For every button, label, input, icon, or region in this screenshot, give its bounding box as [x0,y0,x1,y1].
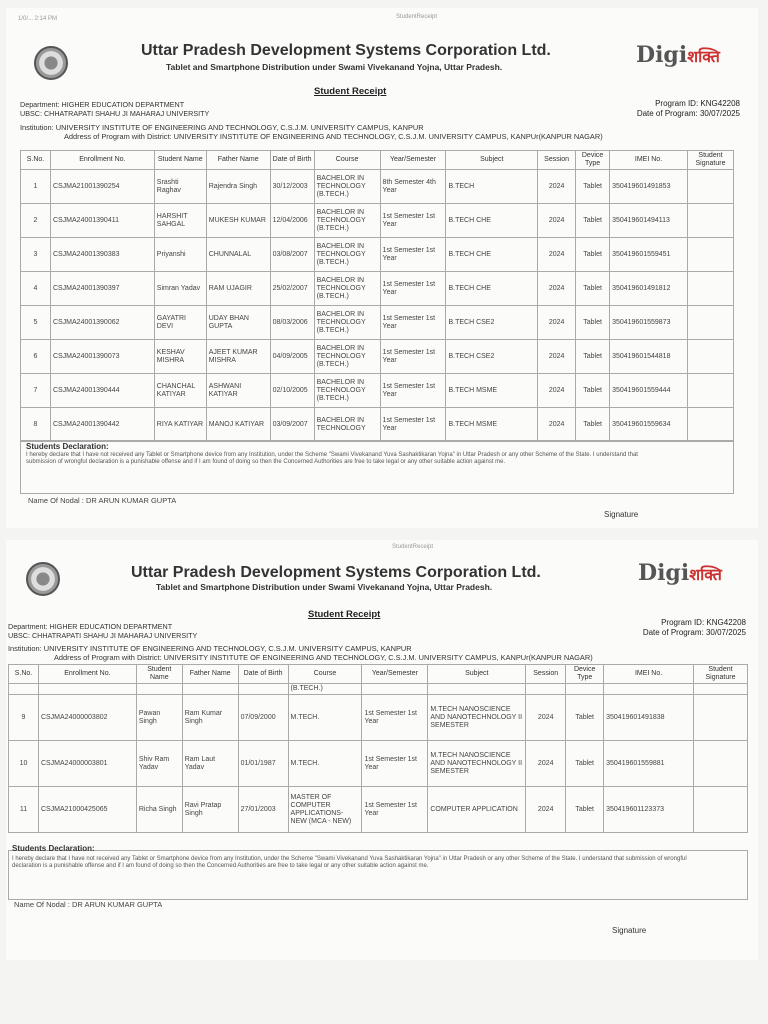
table-cell: 12/04/2006 [270,204,314,238]
table-cell: B.TECH CHE [446,204,538,238]
table-cell: 1st Semester 1st Year [380,340,446,374]
table-cell [687,340,733,374]
declaration-heading: Students Declaration: [26,442,109,451]
table-cell: M.TECH. [288,741,362,787]
table-header-row [9,665,748,684]
signature-label: Signature [612,926,647,935]
table-cell: AJEET KUMAR MISHRA [206,340,270,374]
table-cell: B.TECH CHE [446,272,538,306]
table-cell: 1st Semester 1st Year [380,204,446,238]
header-label: StudentReceipt [392,544,434,550]
table-cell: CSJMA24001390062 [50,306,154,340]
table-cell: 350419601559634 [610,408,688,442]
column-header: Course [288,665,362,684]
table-cell: Tablet [576,306,610,340]
institution: Institution: UNIVERSITY INSTITUTE OF ENGINEERING AND TECHNOLOGY, C.S.J.M. UNIVERSITY CAMPUS, KANPUR [20,123,424,132]
ubsc: UBSC: CHHATRAPATI SHAHU JI MAHARAJ UNIVERSITY [8,631,198,640]
table-row [9,695,748,741]
receipt-title: Student Receipt [308,609,381,620]
table-cell: ASHWANI KATIYAR [206,374,270,408]
table-cell: 11 [9,787,39,833]
column-header: S.No. [9,665,39,684]
table-cell: 350419601491812 [610,272,688,306]
table-cell: 350419601494113 [610,204,688,238]
table-cell: Tablet [576,170,610,204]
table-cell: MUKESH KUMAR [206,204,270,238]
table-cell: BACHELOR IN TECHNOLOGY (B.TECH.) [314,204,380,238]
table-cell: BACHELOR IN TECHNOLOGY (B.TECH.) [314,170,380,204]
declaration-box [20,440,734,494]
table-cell: 6 [21,340,51,374]
column-header: Session [526,665,566,684]
table-cell: 350419601559444 [610,374,688,408]
table-cell: 350419601491853 [610,170,688,204]
table-cell: 2024 [538,238,576,272]
table-cell: 2024 [538,408,576,442]
table-cell: B.TECH CSE2 [446,340,538,374]
table-row [21,374,734,408]
table-cell: 02/10/2005 [270,374,314,408]
students-table [8,664,748,833]
table-cell: Tablet [576,408,610,442]
declaration-text: I hereby declare that I have not received any Tablet or Smartphone device from any Institution, under the Scheme "Swami Vivekanand Yuva Sashaktikaran Yojna" in Uttar Pradesh or any other Scheme of the State. I understand that submission of wrongful declaration is a punishable offense and if I am found of doing so then the Concerned Authorities are free to take legal or any other suitable action against me. [12,856,687,869]
table-cell [694,741,748,787]
column-header: Date of Birth [270,151,314,170]
table-cell: 1 [21,170,51,204]
table-cell: 1st Semester 1st Year [380,272,446,306]
table-cell [694,695,748,741]
column-header: IMEI No. [604,665,694,684]
column-header: S.No. [21,151,51,170]
table-cell [687,374,733,408]
table-cell: 3 [21,238,51,272]
column-header: Enrollment No. [50,151,154,170]
table-cell [687,204,733,238]
table-cell: CSJMA24001390442 [50,408,154,442]
table-cell: Tablet [576,272,610,306]
table-cell: 1st Semester 1st Year [362,741,428,787]
receipt-sheet-1 [6,8,758,528]
table-cell: 01/01/1987 [238,741,288,787]
table-cell: Pawan Singh [136,695,182,741]
column-header: Father Name [182,665,238,684]
nodal-name: Name Of Nodal : DR ARUN KUMAR GUPTA [14,900,163,909]
table-cell: Tablet [566,787,604,833]
table-cell: Tablet [576,374,610,408]
table-cell: 2024 [538,306,576,340]
table-cell [687,306,733,340]
table-cell: Priyanshi [154,238,206,272]
address: Address of Program with District: UNIVERSITY INSTITUTE OF ENGINEERING AND TECHNOLOGY, C.S.J.M. UNIVERSITY CAMPUS, KANPUr(KANPUR NAGAR) [64,132,603,141]
table-cell: BACHELOR IN TECHNOLOGY [314,408,380,442]
table-cell: CHUNNALAL [206,238,270,272]
table-cell: CSJMA21000425065 [38,787,136,833]
table-cell: 4 [21,272,51,306]
table-cell: RIYA KATIYAR [154,408,206,442]
table-cell: 350419601559881 [604,741,694,787]
table-cell: 1st Semester 1st Year [380,306,446,340]
table-row [21,272,734,306]
table-cell: Ravi Pratap Singh [182,787,238,833]
table-cell: B.TECH MSME [446,408,538,442]
table-cell: Tablet [566,741,604,787]
table-cell: 04/09/2005 [270,340,314,374]
corp-name: Uttar Pradesh Development Systems Corporation Ltd. [141,42,551,59]
carry-over-course: (B.TECH.) [288,684,362,695]
table-cell: CSJMA24000003802 [38,695,136,741]
subtitle: Tablet and Smartphone Distribution under Swami Vivekanand Yojna, Uttar Pradesh. [156,582,493,592]
program-date: Date of Program: 30/07/2025 [636,109,740,118]
table-cell: UDAY BHAN GUPTA [206,306,270,340]
column-header: IMEI No. [610,151,688,170]
table-cell: 2024 [526,741,566,787]
table-cell: Tablet [576,340,610,374]
table-cell: 03/08/2007 [270,238,314,272]
table-cell: M.TECH NANOSCIENCE AND NANOTECHNOLOGY II SEMESTER [428,741,526,787]
table-cell: 5 [21,306,51,340]
up-emblem-icon [34,46,68,80]
table-cell: M.TECH. [288,695,362,741]
logo-hindi: शक्ति [687,47,720,66]
table-cell: Ram Laut Yadav [182,741,238,787]
table-cell: CSJMA21001390254 [50,170,154,204]
up-emblem-icon [26,562,60,596]
table-cell: CSJMA24001390397 [50,272,154,306]
table-cell: Shiv Ram Yadav [136,741,182,787]
column-header: Year/Semester [380,151,446,170]
nodal-name: Name Of Nodal : DR ARUN KUMAR GUPTA [28,496,177,505]
logo-text: Digi [638,560,690,586]
column-header: Subject [446,151,538,170]
column-header: Device Type [566,665,604,684]
table-row [21,204,734,238]
table-cell [687,408,733,442]
table-cell: 1st Semester 1st Year [362,695,428,741]
table-cell: 1st Semester 1st Year [380,238,446,272]
table-cell: 2024 [538,204,576,238]
print-timestamp: 1/0/... 2:14 PM [18,16,58,22]
table-cell: M.TECH NANOSCIENCE AND NANOTECHNOLOGY II SEMESTER [428,695,526,741]
table-cell: HARSHIT SAHGAL [154,204,206,238]
table-cell: Ram Kumar Singh [182,695,238,741]
table-cell: 1st Semester 1st Year [380,408,446,442]
table-cell: CSJMA24001390411 [50,204,154,238]
table-cell: BACHELOR IN TECHNOLOGY (B.TECH.) [314,340,380,374]
table-cell: CHANCHAL KATIYAR [154,374,206,408]
table-row [21,170,734,204]
table-cell: Srashti Raghav [154,170,206,204]
table-cell: 1st Semester 1st Year [362,787,428,833]
table-cell: 350419601491838 [604,695,694,741]
receipt-sheet-2 [6,540,758,960]
table-cell: RAM UJAGIR [206,272,270,306]
table-cell: CSJMA24001390383 [50,238,154,272]
table-cell: 350419601559451 [610,238,688,272]
table-row [21,340,734,374]
table-cell: BACHELOR IN TECHNOLOGY (B.TECH.) [314,238,380,272]
header-label: StudentReceipt [396,14,438,20]
table-row [21,238,734,272]
table-cell: CSJMA24001390073 [50,340,154,374]
table-row [9,787,748,833]
table-cell: Tablet [576,238,610,272]
table-cell: Richa Singh [136,787,182,833]
logo-text: Digi [636,42,688,68]
table-cell: BACHELOR IN TECHNOLOGY (B.TECH.) [314,306,380,340]
table-cell: 8th Semester 4th Year [380,170,446,204]
corp-name: Uttar Pradesh Development Systems Corporation Ltd. [131,564,541,581]
address: Address of Program with District: UNIVERSITY INSTITUTE OF ENGINEERING AND TECHNOLOGY, C.S.J.M. UNIVERSITY CAMPUS, KANPUr(KANPUR NAGAR) [54,653,593,662]
declaration-text: I hereby declare that I have not received any Tablet or Smartphone device from any Institution, under the Scheme "Swami Vivekanand Yuva Sashaktikaran Yojna" in Uttar Pradesh or any other Scheme of the State. I understand that submission of wrongful declaration is a punishable offense and if I am found of doing so then the Concerned Authorities are free to take legal or any other suitable action against me. [26,452,638,465]
table-cell: Simran Yadav [154,272,206,306]
table-cell: 07/09/2000 [238,695,288,741]
table-cell: 7 [21,374,51,408]
ubsc: UBSC: CHHATRAPATI SHAHU JI MAHARAJ UNIVERSITY [20,109,210,118]
table-row [21,306,734,340]
table-cell: 2 [21,204,51,238]
table-header-row [21,151,734,170]
digishakti-logo [636,42,720,68]
table-cell: 350419601123373 [604,787,694,833]
table-cell: Tablet [566,695,604,741]
column-header: Father Name [206,151,270,170]
table-row [21,408,734,442]
table-cell: 08/03/2006 [270,306,314,340]
program-id: Program ID: KNG42208 [655,99,740,108]
table-cell: BACHELOR IN TECHNOLOGY (B.TECH.) [314,374,380,408]
table-cell: 9 [9,695,39,741]
table-cell: 25/02/2007 [270,272,314,306]
table-row [9,741,748,787]
table-cell: MANOJ KATIYAR [206,408,270,442]
table-cell: 10 [9,741,39,787]
program-date: Date of Program: 30/07/2025 [642,628,746,637]
table-cell: 2024 [538,340,576,374]
table-cell: GAYATRI DEVI [154,306,206,340]
column-header: Session [538,151,576,170]
table-cell: CSJMA24001390444 [50,374,154,408]
table-cell: B.TECH CSE2 [446,306,538,340]
institution: Institution: UNIVERSITY INSTITUTE OF ENGINEERING AND TECHNOLOGY, C.S.J.M. UNIVERSITY CAMPUS, KANPUR [8,644,412,653]
column-header: Student Signature [687,151,733,170]
column-header: Enrollment No. [38,665,136,684]
digishakti-logo [638,560,722,586]
table-cell: 8 [21,408,51,442]
column-header: Subject [428,665,526,684]
department: Department: HIGHER EDUCATION DEPARTMENT [8,622,173,631]
table-cell: Tablet [576,204,610,238]
department: Department: HIGHER EDUCATION DEPARTMENT [20,100,185,109]
table-cell: 350419601559873 [610,306,688,340]
program-id: Program ID: KNG42208 [661,618,746,627]
table-cell: 1st Semester 1st Year [380,374,446,408]
table-cell: MASTER OF COMPUTER APPLICATIONS-NEW (MCA - NEW) [288,787,362,833]
table-cell: 27/01/2003 [238,787,288,833]
column-header: Device Type [576,151,610,170]
table-cell: 350419601544818 [610,340,688,374]
subtitle: Tablet and Smartphone Distribution under Swami Vivekanand Yojna, Uttar Pradesh. [166,62,503,72]
table-cell [687,238,733,272]
column-header: Student Signature [694,665,748,684]
table-cell: CSJMA24000003801 [38,741,136,787]
column-header: Student Name [154,151,206,170]
table-cell: 03/09/2007 [270,408,314,442]
table-cell [694,787,748,833]
declaration-heading: Students Declaration: [12,844,95,853]
table-cell [687,272,733,306]
table-cell: 2024 [526,787,566,833]
table-cell: 2024 [538,170,576,204]
table-cell: Rajendra Singh [206,170,270,204]
table-cell: B.TECH CHE [446,238,538,272]
table-cell: 2024 [538,374,576,408]
students-table [20,150,734,442]
logo-hindi: शक्ति [689,565,722,584]
table-cell: 2024 [526,695,566,741]
column-header: Student Name [136,665,182,684]
table-cell: B.TECH [446,170,538,204]
table-cell: BACHELOR IN TECHNOLOGY (B.TECH.) [314,272,380,306]
column-header: Date of Birth [238,665,288,684]
table-cell: KESHAV MISHRA [154,340,206,374]
signature-label: Signature [604,510,639,519]
table-cell: COMPUTER APPLICATION [428,787,526,833]
column-header: Year/Semester [362,665,428,684]
table-cell [687,170,733,204]
receipt-title: Student Receipt [314,86,387,97]
table-cell: 2024 [538,272,576,306]
table-cell: B.TECH MSME [446,374,538,408]
column-header: Course [314,151,380,170]
table-cell: 30/12/2003 [270,170,314,204]
carry-over-row [9,684,748,695]
